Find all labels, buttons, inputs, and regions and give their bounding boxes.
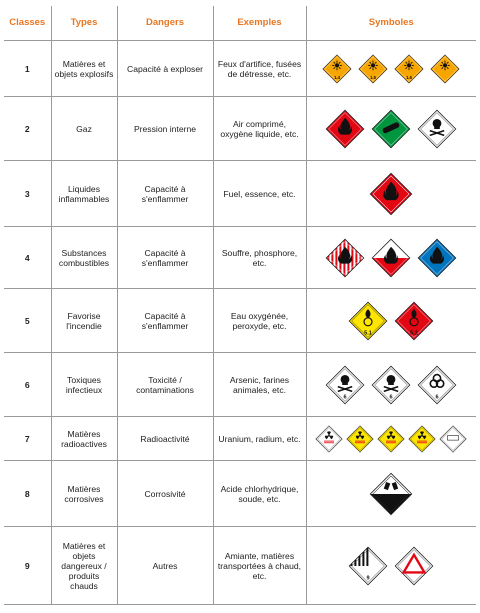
cell-symboles bbox=[306, 97, 476, 161]
hazard-placard bbox=[372, 110, 410, 148]
header-exemples: Exemples bbox=[213, 6, 306, 41]
hazard-symbols bbox=[325, 238, 457, 278]
hazard-placard bbox=[371, 173, 412, 214]
hazard-placard bbox=[349, 302, 387, 340]
table-row bbox=[4, 417, 476, 461]
radioactive-diamond-symbol bbox=[378, 425, 404, 451]
header-row bbox=[4, 6, 476, 41]
header-symboles: Symboles bbox=[306, 6, 476, 41]
biohazard-diamond-symbol bbox=[418, 366, 456, 404]
cell-danger: Capacité à exploser bbox=[117, 41, 213, 97]
hazard-placard bbox=[378, 425, 404, 451]
cell-classe: 3 bbox=[4, 161, 51, 227]
hazard-placard bbox=[395, 547, 433, 585]
hazard-placard bbox=[440, 425, 466, 451]
cell-classe: 5 bbox=[4, 289, 51, 353]
hazard-placard bbox=[371, 473, 412, 514]
cell-classe: 6 bbox=[4, 353, 51, 417]
cell-classe: 2 bbox=[4, 97, 51, 161]
hazard-placard bbox=[395, 302, 433, 340]
striped-diamond-symbol bbox=[349, 546, 387, 585]
symbol-label: 1.4 bbox=[334, 74, 341, 80]
hazard-placard bbox=[395, 54, 423, 82]
corrosive-diamond-symbol bbox=[371, 473, 412, 514]
cell-type: Gaz bbox=[51, 97, 117, 161]
hazard-placard bbox=[349, 546, 387, 585]
hazard-placard bbox=[418, 239, 456, 277]
gas-cylinder-diamond-symbol bbox=[372, 110, 410, 148]
cell-classe: 7 bbox=[4, 417, 51, 461]
cell-symboles bbox=[306, 353, 476, 417]
hazard-placard bbox=[409, 425, 435, 451]
symbol-label: 1.6 bbox=[406, 74, 413, 80]
cell-symboles bbox=[306, 41, 476, 97]
table-row bbox=[4, 161, 476, 227]
cell-danger: Autres bbox=[117, 527, 213, 605]
cell-exemples: Amiante, matières transportées à chaud, etc. bbox=[213, 527, 306, 605]
cell-classe: 9 bbox=[4, 527, 51, 605]
flame-diamond-symbol bbox=[418, 239, 456, 277]
cell-exemples: Eau oxygénée, peroxyde, etc. bbox=[213, 289, 306, 353]
radioactive-diamond-symbol bbox=[316, 425, 342, 451]
hazard-symbols bbox=[315, 425, 467, 453]
cell-classe: 1 bbox=[4, 41, 51, 97]
cell-type: Matières corrosives bbox=[51, 461, 117, 527]
flame-diamond-symbol bbox=[371, 173, 412, 214]
cell-type: Favorise l'incendie bbox=[51, 289, 117, 353]
fissile-diamond-symbol bbox=[440, 425, 466, 451]
explosive-diamond-symbol bbox=[431, 54, 459, 82]
hot-diamond-symbol bbox=[395, 547, 433, 585]
cell-exemples: Acide chlorhydrique, soude, etc. bbox=[213, 461, 306, 527]
skull-diamond-symbol bbox=[372, 366, 410, 404]
hazard-placard bbox=[326, 110, 364, 148]
hazard-placard bbox=[347, 425, 373, 451]
striped-flame-diamond-symbol bbox=[326, 238, 365, 278]
table-row bbox=[4, 461, 476, 527]
hazard-placard bbox=[323, 54, 351, 82]
header-classes: Classes bbox=[4, 6, 51, 41]
skull-diamond-symbol bbox=[418, 110, 456, 148]
cell-symboles bbox=[306, 461, 476, 527]
cell-danger: Toxicité / contaminations bbox=[117, 353, 213, 417]
cell-exemples: Fuel, essence, etc. bbox=[213, 161, 306, 227]
symbol-label: 5.1 bbox=[364, 330, 373, 337]
explosive-diamond-symbol bbox=[395, 54, 423, 82]
cell-exemples: Arsenic, farines animales, etc. bbox=[213, 353, 306, 417]
hazard-symbols bbox=[348, 301, 434, 341]
symbol-label: 8 bbox=[389, 503, 393, 511]
radioactive-diamond-symbol bbox=[347, 425, 373, 451]
cell-danger: Corrosivité bbox=[117, 461, 213, 527]
half-red-flame-diamond-symbol bbox=[372, 239, 410, 277]
cell-type: Matières radioactives bbox=[51, 417, 117, 461]
cell-symboles bbox=[306, 417, 476, 461]
hazard-classes-table bbox=[4, 6, 476, 605]
symbol-label: 6 bbox=[343, 394, 347, 401]
radioactive-diamond-symbol bbox=[409, 425, 435, 451]
hazard-symbols bbox=[325, 365, 457, 405]
explosive-diamond-symbol bbox=[323, 54, 351, 82]
table-row bbox=[4, 227, 476, 289]
cell-exemples: Uranium, radium, etc. bbox=[213, 417, 306, 461]
hazard-symbols bbox=[325, 109, 457, 149]
cell-exemples: Feux d'artifice, fusées de détresse, etc. bbox=[213, 41, 306, 97]
hazard-placard bbox=[359, 54, 387, 82]
table-row bbox=[4, 41, 476, 97]
hazard-symbols bbox=[322, 54, 460, 84]
cell-type: Matières et objets dangereux / produits chauds bbox=[51, 527, 117, 605]
hazard-symbols bbox=[348, 546, 434, 586]
hazard-symbols bbox=[369, 172, 413, 216]
hazard-placard bbox=[418, 366, 456, 404]
symbol-label: 1.5 bbox=[370, 74, 377, 80]
symbol-label: 6 bbox=[435, 394, 439, 401]
cell-exemples: Air comprimé, oxygène liquide, etc. bbox=[213, 97, 306, 161]
oxidizer-diamond-symbol bbox=[349, 302, 387, 340]
hazard-placard bbox=[431, 54, 459, 82]
table-row bbox=[4, 289, 476, 353]
symbol-label: 9 bbox=[366, 575, 370, 582]
cell-symboles bbox=[306, 289, 476, 353]
symbol-label: 5.2 bbox=[410, 330, 419, 337]
hazard-placard bbox=[372, 239, 410, 277]
cell-danger: Radioactivité bbox=[117, 417, 213, 461]
hazard-placard bbox=[372, 366, 410, 404]
hazard-symbols bbox=[369, 472, 413, 516]
cell-danger: Pression interne bbox=[117, 97, 213, 161]
cell-type: Toxiques infectieux bbox=[51, 353, 117, 417]
hazard-placard bbox=[326, 366, 364, 404]
symbol-label: 6 bbox=[389, 394, 393, 401]
table-row bbox=[4, 97, 476, 161]
oxidizer-diamond-symbol bbox=[395, 302, 433, 340]
cell-classe: 4 bbox=[4, 227, 51, 289]
cell-symboles bbox=[306, 527, 476, 605]
cell-classe: 8 bbox=[4, 461, 51, 527]
table-row bbox=[4, 527, 476, 605]
hazard-placard bbox=[326, 238, 365, 278]
header-dangers: Dangers bbox=[117, 6, 213, 41]
cell-danger: Capacité à s'enflammer bbox=[117, 289, 213, 353]
cell-symboles bbox=[306, 161, 476, 227]
explosive-diamond-symbol bbox=[359, 54, 387, 82]
cell-type: Substances combustibles bbox=[51, 227, 117, 289]
hazard-placard bbox=[316, 425, 342, 451]
cell-type: Liquides inflammables bbox=[51, 161, 117, 227]
skull-diamond-symbol bbox=[326, 366, 364, 404]
cell-danger: Capacité à s'enflammer bbox=[117, 227, 213, 289]
cell-danger: Capacité à s'enflammer bbox=[117, 161, 213, 227]
cell-exemples: Souffre, phosphore, etc. bbox=[213, 227, 306, 289]
flame-diamond-symbol bbox=[326, 110, 364, 148]
cell-type: Matières et objets explosifs bbox=[51, 41, 117, 97]
cell-symboles bbox=[306, 227, 476, 289]
table-row bbox=[4, 353, 476, 417]
header-types: Types bbox=[51, 6, 117, 41]
hazard-placard bbox=[418, 110, 456, 148]
